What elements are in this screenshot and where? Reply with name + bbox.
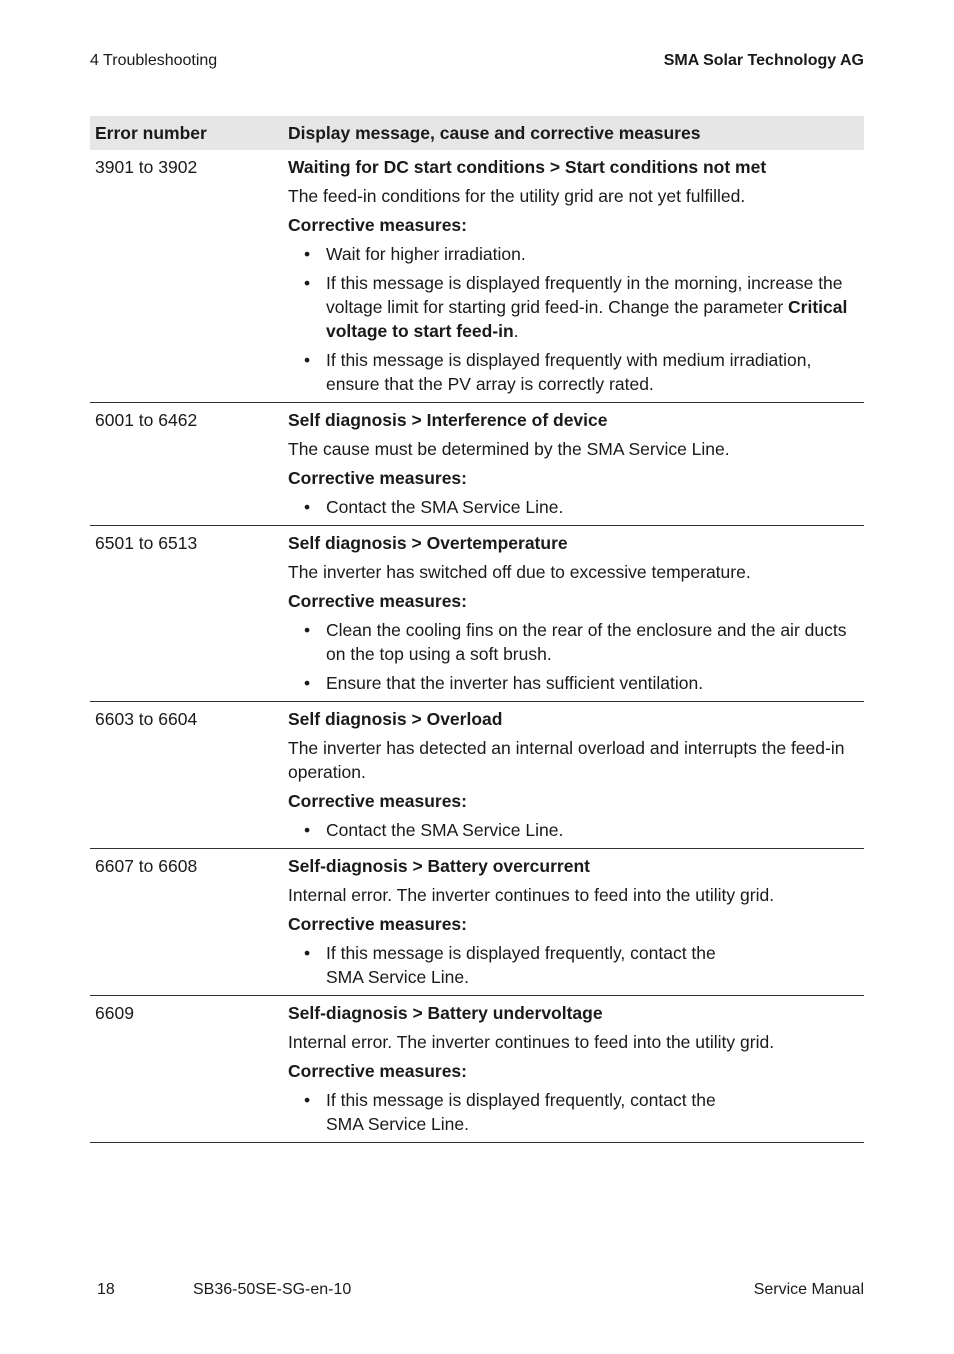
list-item xyxy=(288,1088,859,1136)
measure-text: Contact the SMA Service Line. xyxy=(326,497,564,517)
cause-text: Internal error. The inverter continues to feed into the utility grid. xyxy=(288,885,775,905)
message-title: Self diagnosis > Overload xyxy=(288,709,503,729)
list-item xyxy=(288,618,859,666)
cause-text: The cause must be determined by the SMA Service Line. xyxy=(288,439,730,459)
error-number: 6609 xyxy=(90,996,283,1143)
bullet: • xyxy=(304,350,311,370)
measures-list xyxy=(288,618,859,695)
measure-text-continued: SMA Service Line. xyxy=(326,967,469,987)
measures-list xyxy=(288,1088,859,1136)
bullet: • xyxy=(304,620,311,640)
corrective-measures-label: Corrective measures: xyxy=(288,591,467,611)
measure-text: If this message is displayed frequently in the morning, increase the voltage limit for starting grid feed-in. Change the parameter xyxy=(326,273,843,317)
error-details xyxy=(283,702,864,849)
cause-text: Internal error. The inverter continues to feed into the utility grid. xyxy=(288,1032,775,1052)
measure-text: Clean the cooling fins on the rear of the enclosure and the air ducts on the top using a soft brush. xyxy=(326,620,847,664)
message-title: Self-diagnosis > Battery overcurrent xyxy=(288,856,590,876)
page-number: 18 xyxy=(97,1281,115,1298)
error-details xyxy=(283,526,864,702)
corrective-measures-label: Corrective measures: xyxy=(288,215,467,235)
bullet: • xyxy=(304,820,311,840)
measure-text: If this message is displayed frequently, contact the xyxy=(326,943,716,963)
running-header-section: 4 Troubleshooting xyxy=(90,52,218,69)
table-header-row xyxy=(90,116,864,150)
corrective-measures-label: Corrective measures: xyxy=(288,914,467,934)
corrective-measures-label: Corrective measures: xyxy=(288,468,467,488)
table-row xyxy=(90,996,864,1143)
measure-text: If this message is displayed frequently with medium irradiation, ensure that the PV array is correctly rated. xyxy=(326,350,812,394)
table-row xyxy=(90,403,864,526)
error-number: 6603 to 6604 xyxy=(90,702,283,849)
measure-text: If this message is displayed frequently, contact the xyxy=(326,1090,716,1110)
bullet: • xyxy=(304,673,311,693)
parameter-name: Critical voltage to start feed-in xyxy=(326,297,848,341)
measure-text: Ensure that the inverter has sufficient ventilation. xyxy=(326,673,704,693)
error-table xyxy=(90,116,864,1143)
list-item xyxy=(288,495,859,519)
table-row xyxy=(90,150,864,403)
column-header-message: Display message, cause and corrective measures xyxy=(283,116,864,150)
bullet: • xyxy=(304,497,311,517)
list-item xyxy=(288,818,859,842)
error-details xyxy=(283,849,864,996)
corrective-measures-label: Corrective measures: xyxy=(288,1061,467,1081)
column-header-error-number: Error number xyxy=(90,116,283,150)
bullet: • xyxy=(304,273,311,293)
list-item xyxy=(288,242,859,266)
cause-text: The inverter has switched off due to excessive temperature. xyxy=(288,562,751,582)
list-item xyxy=(288,271,859,343)
bullet: • xyxy=(304,943,311,963)
error-number: 3901 to 3902 xyxy=(90,150,283,403)
bullet: • xyxy=(304,1090,311,1110)
measures-list xyxy=(288,818,859,842)
error-details xyxy=(283,996,864,1143)
error-details xyxy=(283,403,864,526)
measure-text: Wait for higher irradiation. xyxy=(326,244,526,264)
corrective-measures-label: Corrective measures: xyxy=(288,791,467,811)
message-title: Self-diagnosis > Battery undervoltage xyxy=(288,1003,603,1023)
measures-list xyxy=(288,242,859,396)
error-number: 6501 to 6513 xyxy=(90,526,283,702)
message-title: Waiting for DC start conditions > Start conditions not met xyxy=(288,157,767,177)
message-title: Self diagnosis > Interference of device xyxy=(288,410,608,430)
table-row xyxy=(90,849,864,996)
measure-text-end: . xyxy=(513,321,519,341)
measures-list xyxy=(288,495,859,519)
error-number: 6607 to 6608 xyxy=(90,849,283,996)
list-item xyxy=(288,348,859,396)
bullet: • xyxy=(304,244,311,264)
error-details xyxy=(283,150,864,403)
message-title: Self diagnosis > Overtemperature xyxy=(288,533,568,553)
table-row xyxy=(90,702,864,849)
list-item xyxy=(288,941,859,989)
measure-text: Contact the SMA Service Line. xyxy=(326,820,564,840)
measure-text-continued: SMA Service Line. xyxy=(326,1114,469,1134)
cause-text: The feed-in conditions for the utility grid are not yet fulfilled. xyxy=(288,186,746,206)
error-number: 6001 to 6462 xyxy=(90,403,283,526)
measures-list xyxy=(288,941,859,989)
document-code: SB36-50SE-SG-en-10 xyxy=(193,1281,352,1298)
document-type: Service Manual xyxy=(753,1281,864,1298)
table-row xyxy=(90,526,864,702)
cause-text: The inverter has detected an internal overload and interrupts the feed-in operation. xyxy=(288,738,845,782)
running-header-company: SMA Solar Technology AG xyxy=(663,52,864,69)
list-item xyxy=(288,671,859,695)
